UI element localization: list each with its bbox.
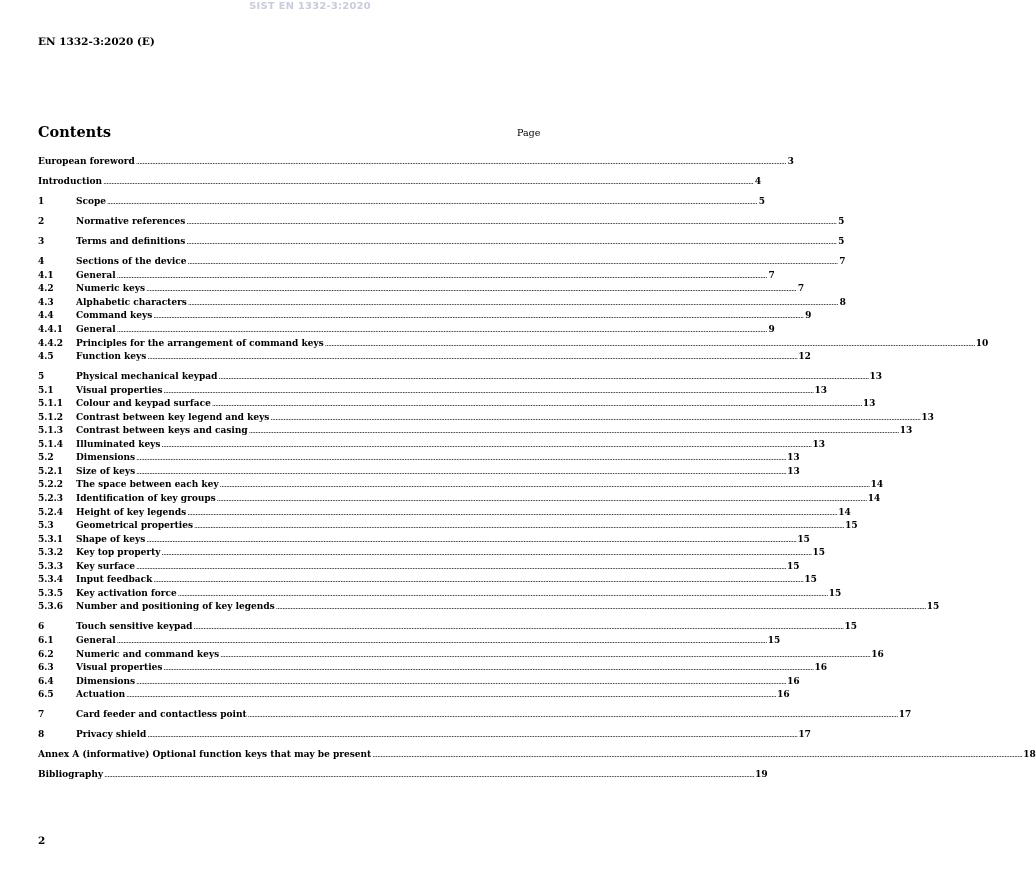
dot-leader: ................................................................................................................................................................................................................................................................................................................................................................................................................ [107,198,758,207]
toc-entry[interactable] [38,635,781,649]
toc-entry[interactable] [38,588,842,602]
dot-leader: ................................................................................................................................................................................................................................................................................................................................................................................................................ [216,495,867,504]
dot-leader: ................................................................................................................................................................................................................................................................................................................................................................................................................ [247,711,898,720]
dot-leader: ................................................................................................................................................................................................................................................................................................................................................................................................................ [194,522,845,531]
toc-entry-title[interactable]: Key surface [76,561,135,572]
toc-entry-title[interactable]: Height of key legends [76,507,187,518]
toc-entry-page: 15 [812,548,826,559]
toc-entry-page: 3 [787,157,794,167]
toc-entry-number: 5.3.1 [38,534,64,545]
dot-leader: ................................................................................................................................................................................................................................................................................................................................................................................................................ [147,731,798,740]
toc-entry-title[interactable]: The space between each key [76,480,219,491]
toc-entry-number: 5.3.3 [38,561,64,572]
toc-entry[interactable] [38,466,800,480]
dot-leader: ................................................................................................................................................................................................................................................................................................................................................................................................................ [116,637,767,645]
toc-entry-page: 15 [845,521,858,532]
dot-leader: ................................................................................................................................................................................................................................................................................................................................................................................................................ [153,576,804,585]
toc-entry[interactable] [38,601,940,615]
dot-leader: ................................................................................................................................................................................................................................................................................................................................................................................................................ [275,603,926,612]
toc-entry[interactable] [38,662,827,676]
toc-entry-title[interactable]: Function keys [76,352,147,363]
contents-title: Contents [38,124,112,141]
toc-entry-title[interactable]: Number and positioning of key legends [76,602,275,613]
toc-entry-number: 4.2 [38,284,54,295]
toc-entry-page: 12 [798,352,811,363]
toc-entry-number: 1 [38,197,45,208]
toc-entry[interactable] [38,324,775,338]
toc-entry-number: 8 [38,730,45,741]
toc-entry-number: 5.3.2 [38,548,64,559]
dot-leader: ................................................................................................................................................................................................................................................................................................................................................................................................................ [147,353,798,362]
toc-entry-page: 14 [870,480,884,491]
toc-entry-title[interactable]: Visual properties [76,385,163,396]
dot-leader: ................................................................................................................................................................................................................................................................................................................................................................................................................ [116,271,767,280]
toc-entry-title[interactable]: Command keys [76,311,153,322]
dot-leader: ................................................................................................................................................................................................................................................................................................................................................................................................................ [146,285,797,294]
dot-leader: ................................................................................................................................................................................................................................................................................................................................................................................................................ [218,373,869,382]
toc-entry[interactable] [38,371,883,385]
toc-entry[interactable] [38,520,858,534]
toc-entry-number: 6 [38,622,45,633]
dot-leader: ................................................................................................................................................................................................................................................................................................................................................................................................................ [177,589,828,598]
toc-entry-number: 5.2.4 [38,507,64,518]
toc-entry-number: 3 [38,237,45,248]
toc-entry-number: 5.1.1 [38,399,64,410]
toc-entry[interactable] [38,338,989,352]
toc-entry-number: 4 [38,257,45,268]
dot-leader: ................................................................................................................................................................................................................................................................................................................................................................................................................ [136,677,787,686]
toc-entry-page: 7 [768,270,775,281]
toc-entry[interactable] [38,176,762,190]
dot-leader: ................................................................................................................................................................................................................................................................................................................................................................................................................ [187,258,838,267]
toc-entry[interactable] [38,729,811,743]
toc-entry-title[interactable]: Actuation [76,690,126,701]
dot-leader: ................................................................................................................................................................................................................................................................................................................................................................................................................ [135,562,787,571]
toc-entry-page: 13 [812,439,826,450]
toc-entry-page: 4 [754,177,762,188]
toc-entry-page: 16 [787,676,800,687]
dot-leader: ................................................................................................................................................................................................................................................................................................................................................................................................................ [116,325,767,334]
toc-entry-title[interactable]: Numeric keys [76,284,146,295]
dot-leader: ................................................................................................................................................................................................................................................................................................................................................................................................................ [161,549,812,558]
toc-entry[interactable] [38,709,912,723]
toc-entry[interactable] [38,439,826,453]
toc-entry-number: 4.3 [38,297,54,308]
dot-leader: ................................................................................................................................................................................................................................................................................................................................................................................................................ [186,238,837,247]
toc-entry-page: 13 [921,412,934,423]
toc-entry-page: 8 [839,297,846,308]
toc-entry[interactable] [38,156,794,170]
toc-entry-page: 5 [838,237,845,248]
toc-entry-number: 4.1 [38,270,54,281]
toc-entry[interactable] [38,769,768,783]
toc-entry-title[interactable]: Contrast between key legend and keys [76,412,270,423]
toc-entry-number: 6.5 [38,690,54,701]
toc-entry-number: 6.2 [38,649,54,660]
toc-entry[interactable] [38,196,766,210]
toc-entry-page: 13 [899,426,913,437]
toc-entry-page: 16 [871,649,884,660]
toc-entry-page: 16 [814,663,827,674]
toc-entry-title[interactable]: Input feedback [76,575,153,586]
dot-leader: ................................................................................................................................................................................................................................................................................................................................................................................................................ [163,664,814,673]
table-of-contents [38,156,1036,783]
toc-entry-page: 5 [758,197,766,208]
toc-entry[interactable] [38,534,810,548]
toc-entry-title[interactable]: Colour and keypad surface [76,399,211,410]
toc-entry-title[interactable]: Dimensions [76,676,136,687]
dot-leader: ................................................................................................................................................................................................................................................................................................................................................................................................................ [187,508,838,517]
toc-entry-number: 5.1.4 [38,439,64,450]
toc-entry[interactable] [38,649,884,663]
toc-entry-page: 13 [787,466,800,477]
toc-entry-number: 6.1 [38,636,54,646]
toc-entry-number: 4.5 [38,352,54,363]
toc-entry-title[interactable]: Geometrical properties [76,521,194,532]
toc-entry[interactable] [38,547,826,561]
toc-entry-number: 4.4.1 [38,324,64,335]
toc-entry-page: 15 [844,622,858,633]
toc-entry[interactable] [38,283,805,297]
toc-entry[interactable] [38,479,884,493]
toc-entry-title[interactable]: Card feeder and contactless point [76,710,247,721]
toc-entry-page: 9 [805,311,812,322]
toc-entry-page: 18 [1023,750,1036,761]
toc-entry-page: 14 [838,507,851,518]
watermark: SIST EN 1332-3:2020 [249,1,371,12]
dot-leader: ................................................................................................................................................................................................................................................................................................................................................................................................................ [186,218,837,227]
toc-entry[interactable] [38,216,845,230]
dot-leader: ................................................................................................................................................................................................................................................................................................................................................................................................................ [220,650,871,659]
toc-entry-number: 5.2 [38,453,54,464]
toc-entry-page: 13 [869,372,883,383]
toc-entry-title[interactable]: Scope [76,197,107,208]
toc-entry-title[interactable]: Numeric and command keys [76,649,220,660]
toc-entry-page: 15 [804,575,817,586]
toc-entry-page: 17 [898,710,912,721]
toc-entry-page: 16 [777,690,790,701]
toc-entry-title[interactable]: Bibliography [38,770,104,781]
dot-leader: ................................................................................................................................................................................................................................................................................................................................................................................................................ [324,339,975,348]
toc-entry-title[interactable]: Visual properties [76,663,163,674]
toc-entry-number: 6.4 [38,676,54,687]
dot-leader: ................................................................................................................................................................................................................................................................................................................................................................................................................ [135,158,786,166]
toc-entry-title[interactable]: Size of keys [76,466,136,477]
toc-entry-page: 19 [755,770,768,781]
toc-entry[interactable] [38,256,846,270]
toc-entry-title[interactable]: Terms and definitions [76,237,186,248]
toc-entry-number: 5.3 [38,521,54,532]
dot-leader: ................................................................................................................................................................................................................................................................................................................................................................................................................ [211,400,862,409]
toc-entry-title[interactable]: General [76,636,116,646]
toc-entry-number: 5.2.3 [38,494,64,505]
toc-entry-page: 13 [787,453,800,464]
dot-leader: ................................................................................................................................................................................................................................................................................................................................................................................................................ [163,386,814,395]
dot-leader: ................................................................................................................................................................................................................................................................................................................................................................................................................ [372,751,1023,760]
toc-entry-page: 14 [867,494,881,505]
toc-entry-title[interactable]: General [76,270,116,281]
dot-leader: ................................................................................................................................................................................................................................................................................................................................................................................................................ [103,178,754,187]
toc-entry-title[interactable]: Principles for the arrangement of command keys [76,338,324,349]
toc-entry[interactable] [38,270,775,284]
toc-entry[interactable] [38,689,790,703]
toc-entry[interactable] [38,621,858,635]
toc-entry[interactable] [38,297,846,311]
toc-entry-title[interactable]: Normative references [76,217,186,228]
dot-leader: ................................................................................................................................................................................................................................................................................................................................................................................................................ [136,467,787,476]
dot-leader: ................................................................................................................................................................................................................................................................................................................................................................................................................ [161,440,812,449]
toc-entry-page: 13 [862,399,876,410]
toc-entry-title[interactable]: Alphabetic characters [76,297,187,308]
toc-entry[interactable] [38,310,812,324]
toc-entry[interactable] [38,493,881,507]
dot-leader: ................................................................................................................................................................................................................................................................................................................................................................................................................ [193,623,844,632]
toc-entry[interactable] [38,236,845,250]
toc-entry-number: 5.2.1 [38,466,64,477]
toc-entry-number: 2 [38,217,45,228]
page-number: 2 [38,835,46,847]
dot-leader: ................................................................................................................................................................................................................................................................................................................................................................................................................ [270,413,921,422]
dot-leader: ................................................................................................................................................................................................................................................................................................................................................................................................................ [136,454,787,463]
toc-entry-number: 5.1.2 [38,412,64,423]
toc-entry-page: 17 [798,730,811,741]
toc-entry[interactable] [38,749,1036,763]
toc-entry-page: 15 [767,636,781,646]
toc-entry-page: 7 [797,284,805,295]
toc-entry-page: 13 [814,385,827,396]
toc-entry-number: 5 [38,372,45,383]
page-column-label: Page [517,128,541,139]
toc-entry-title[interactable]: Key top property [76,548,161,559]
toc-entry-title[interactable]: Key activation force [76,588,177,599]
toc-entry-title[interactable]: Dimensions [76,453,136,464]
dot-leader: ................................................................................................................................................................................................................................................................................................................................................................................................................ [187,298,838,307]
toc-entry[interactable] [38,574,817,588]
document-id: EN 1332-3:2020 (E) [38,36,155,48]
toc-entry-title[interactable]: Annex A (informative) Optional function keys that may be present [38,750,372,761]
toc-entry-page: 15 [787,561,800,572]
toc-entry-page: 9 [768,324,775,335]
toc-entry[interactable] [38,676,800,690]
toc-entry-number: 7 [38,710,45,721]
toc-entry-title[interactable]: Identification of key groups [76,494,216,505]
toc-entry-title[interactable]: General [76,324,116,335]
toc-entry-title[interactable]: European foreword [38,157,135,167]
toc-entry[interactable] [38,452,800,466]
toc-entry[interactable] [38,398,876,412]
toc-entry-title[interactable]: Shape of keys [76,534,146,545]
toc-entry[interactable] [38,351,811,365]
dot-leader: ................................................................................................................................................................................................................................................................................................................................................................................................................ [104,771,755,780]
toc-entry[interactable] [38,561,800,575]
toc-entry-number: 5.1 [38,385,54,396]
toc-entry[interactable] [38,385,827,399]
toc-entry-number: 5.1.3 [38,426,64,437]
toc-entry-number: 6.3 [38,663,54,674]
toc-entry-title[interactable]: Contrast between keys and casing [76,426,248,437]
toc-entry[interactable] [38,507,851,521]
dot-leader: ................................................................................................................................................................................................................................................................................................................................................................................................................ [248,427,899,436]
dot-leader: ................................................................................................................................................................................................................................................................................................................................................................................................................ [219,481,870,490]
toc-entry-title[interactable]: Physical mechanical keypad [76,372,218,383]
toc-entry-page: 5 [838,217,845,228]
dot-leader: ................................................................................................................................................................................................................................................................................................................................................................................................................ [126,691,777,700]
toc-entry-number: 5.2.2 [38,480,64,491]
toc-entry-title[interactable]: Sections of the device [76,257,187,268]
toc-entry-page: 10 [975,338,989,349]
toc-entry-title[interactable]: Introduction [38,177,103,188]
dot-leader: ................................................................................................................................................................................................................................................................................................................................................................................................................ [153,312,804,321]
toc-entry-number: 5.3.5 [38,588,64,599]
toc-entry-title[interactable]: Touch sensitive keypad [76,622,193,633]
toc-entry[interactable] [38,412,934,426]
dot-leader: ................................................................................................................................................................................................................................................................................................................................................................................................................ [146,535,797,544]
toc-entry-number: 5.3.4 [38,575,64,586]
toc-entry-number: 5.3.6 [38,602,64,613]
toc-entry[interactable] [38,425,913,439]
toc-entry-title[interactable]: Privacy shield [76,730,147,741]
toc-entry-page: 15 [828,588,842,599]
toc-entry-page: 15 [926,602,940,613]
toc-entry-page: 7 [839,257,846,268]
toc-entry-number: 4.4 [38,311,54,322]
toc-entry-number: 4.4.2 [38,338,64,349]
toc-entry-title[interactable]: Illuminated keys [76,439,161,450]
toc-entry-page: 15 [797,534,810,545]
